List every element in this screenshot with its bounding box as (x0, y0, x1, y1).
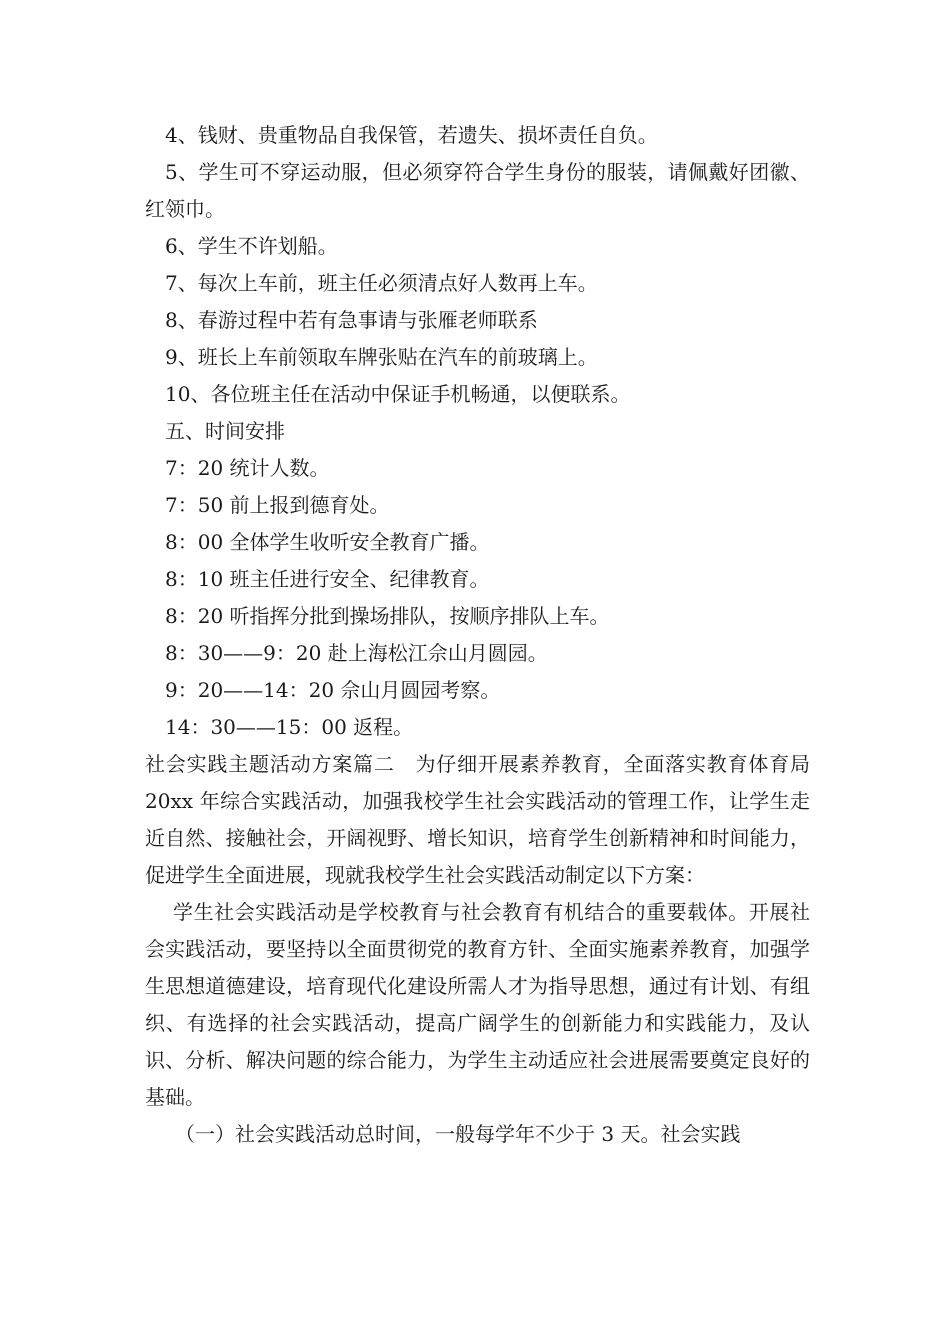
part-two-body-paragraph: 学生社会实践活动是学校教育与社会教育有机结合的重要载体。开展社会实践活动，要坚持以全面贯彻党的教育方针、全面实施素养教育，加强学生思想道德建设，培育现代化建设所需人才为指导思想，通过有计划、有组织、有选择的社会实践活动，提高广阔学生的创新能力和实践能力，及认识、分析、解决问题的综合能力，为学生主动适应社会进展需要奠定良好的基础。 (145, 900, 810, 1109)
rule-item-8: 8、春游过程中若有急事请与张雁老师联系 (165, 308, 538, 332)
rule-item-5: 5、学生可不穿运动服，但必须穿符合学生身份的服装，请佩戴好团徽、红领巾。 (145, 160, 810, 221)
schedule-item: 7：50 前上报到德育处。 (165, 493, 390, 517)
rule-item-9: 9、班长上车前领取车牌张贴在汽车的前玻璃上。 (165, 345, 598, 369)
schedule-item: 8：20 听指挥分批到操场排队，按顺序排队上车。 (165, 604, 610, 628)
rule-item-7: 7、每次上车前，班主任必须清点好人数再上车。 (165, 271, 598, 295)
rule-item-6: 6、学生不许划船。 (165, 234, 338, 258)
rule-item-10: 10、各位班主任在活动中保证手机畅通，以便联系。 (165, 382, 631, 406)
section-heading-schedule: 五、时间安排 (165, 419, 285, 443)
schedule-item: 9：20——14：20 佘山月圆园考察。 (165, 678, 501, 702)
rule-item-4: 4、钱财、贵重物品自我保管，若遗失、损坏责任自负。 (165, 123, 658, 147)
document-page (145, 117, 810, 1153)
part-two-intro-paragraph: 社会实践主题活动方案篇二 为仔细开展素养教育，全面落实教育体育局 20xx 年综合实践活动，加强我校学生社会实践活动的管理工作，让学生走近自然、接触社会，开阔视野、增长知识，培育学生创新精神和时间能力，促进学生全面进展，现就我校学生社会实践活动制定以下方案： (145, 752, 810, 887)
schedule-item: 7：20 统计人数。 (165, 456, 330, 480)
schedule-item: 14：30——15：00 返程。 (165, 715, 414, 739)
schedule-item: 8：10 班主任进行安全、纪律教育。 (165, 567, 490, 591)
part-two-item-one: （一）社会实践活动总时间，一般每学年不少于 3 天。社会实践 (175, 1122, 741, 1146)
schedule-item: 8：00 全体学生收听安全教育广播。 (165, 530, 490, 554)
schedule-item: 8：30——9：20 赴上海松江佘山月圆园。 (165, 641, 548, 665)
